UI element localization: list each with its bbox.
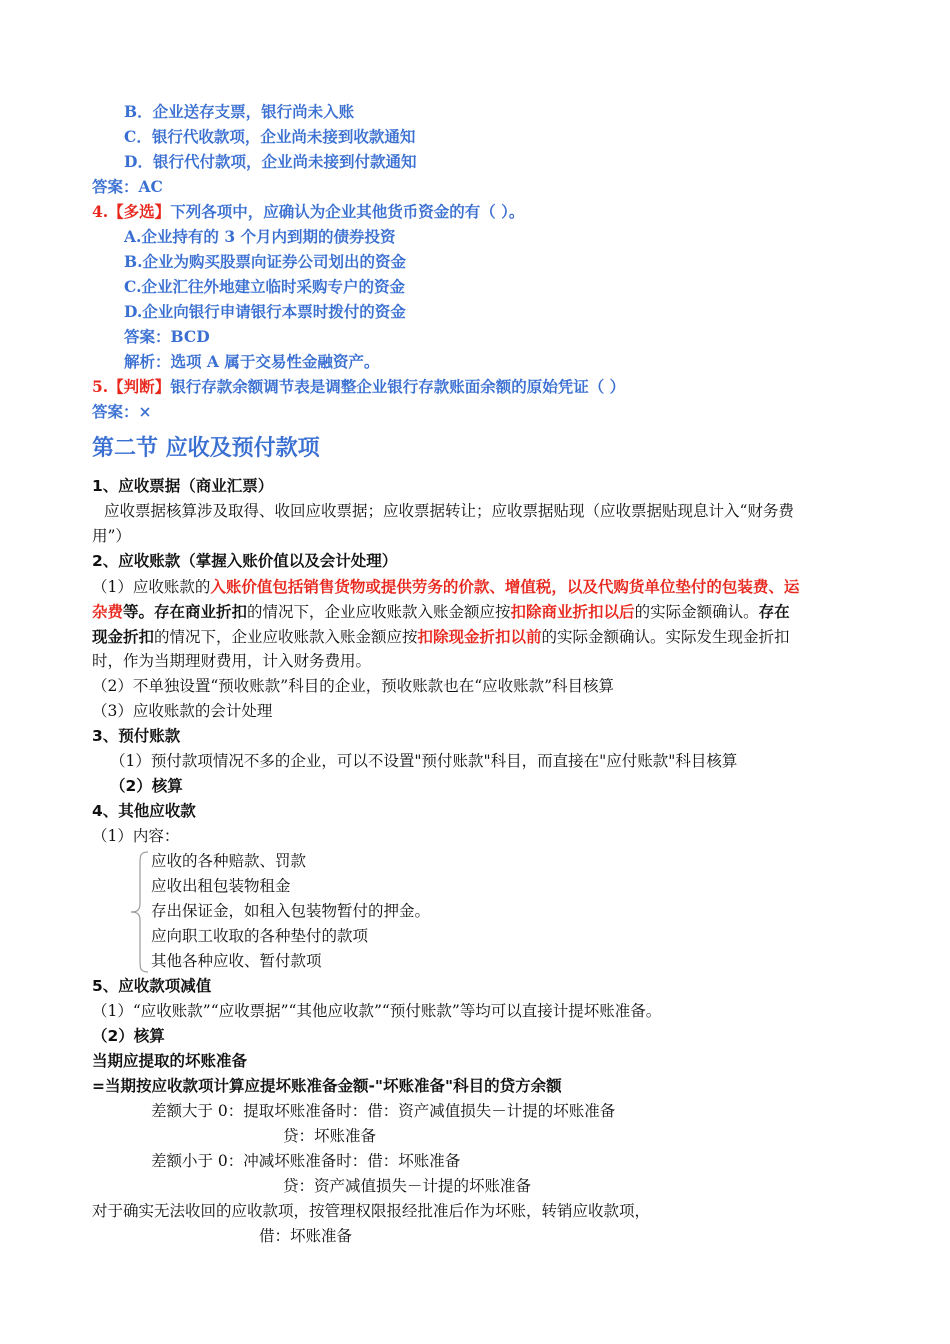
s5-formula-line2: =当期按应收款项计算应提坏账准备金额-"坏账准备"科目的贷方余额 — [92, 1077, 562, 1095]
q4-question-line — [92, 199, 524, 225]
q4-option-a: A.企业持有的 3 个月内到期的债券投资 — [124, 227, 396, 246]
s2-p1-text-e: 的实际金额确认。实际发生现金折扣 — [541, 628, 790, 646]
s2-p1-highlight-a: 入账价值包括销售货物或提供劳务的价款、增值税，以及代购货单位垫付的包装费、运 — [210, 577, 800, 596]
s3-p2: （2）核算 — [110, 777, 183, 795]
s4-item: 应收出租包装物租金 — [151, 877, 291, 895]
s4-item: 应收的各种赔款、罚款 — [151, 852, 307, 870]
s1-heading: 1、应收票据（商业汇票） — [92, 477, 274, 495]
q3-option-b: B．企业送存支票，银行尚未入账 — [124, 102, 355, 121]
s2-p1-line3 — [92, 624, 790, 650]
s5-case1-debit: 差额大于 0：提取坏账准备时：借：资产减值损失－计提的坏账准备 — [151, 1102, 616, 1120]
q4-option-b: B.企业为购买股票向证券公司划出的资金 — [124, 252, 406, 271]
s4-item: 存出保证金，如租入包装物暂付的押金。 — [151, 902, 431, 920]
s2-p1-bold-a: 等。存在商业折扣 — [123, 602, 248, 621]
s4-heading: 4、其他应收款 — [92, 802, 196, 820]
s2-p1-line4: 时，作为当期理财费用，计入财务费用。 — [92, 652, 372, 670]
s2-p2: （2）不单独设置“预收账款”科目的企业，预收账款也在“应收账款”科目核算 — [92, 677, 615, 695]
s2-p1-text-c: 的实际金额确认。 — [634, 603, 759, 621]
s4-item: 应向职工收取的各种垫付的款项 — [151, 927, 369, 945]
s5-heading: 5、应收款项减值 — [92, 977, 212, 995]
section-title: 第二节 应收及预付款项 — [92, 436, 320, 461]
q5-question-line — [92, 374, 625, 400]
s2-p3: （3）应收账款的会计处理 — [92, 702, 273, 720]
q5-answer: 答案：× — [92, 402, 152, 421]
s5-p1: （1）“应收账款”“应收票据”“其他应收款”“预付账款”等均可以直接计提坏账准备。 — [92, 1002, 662, 1020]
q3-option-c: C．银行代收款项，企业尚未接到收款通知 — [124, 127, 416, 146]
s2-p1-highlight-c: 扣除商业折扣以后 — [510, 602, 635, 621]
q4-option-d: D.企业向银行申请银行本票时拨付的资金 — [124, 302, 406, 321]
s2-p1-bold-b: 存在 — [758, 602, 790, 621]
s5-case2-credit: 贷：资产减值损失－计提的坏账准备 — [283, 1177, 532, 1195]
q4-option-c: C.企业汇往外地建立临时采购专户的资金 — [124, 277, 405, 296]
s2-p1-text-a: （1）应收账款的 — [92, 578, 211, 596]
s5-case1-credit: 贷：坏账准备 — [283, 1127, 377, 1145]
q3-answer: 答案：AC — [92, 177, 163, 196]
s5-case2-debit: 差额小于 0：冲减坏账准备时：借：坏账准备 — [151, 1152, 461, 1170]
s2-p1-bold-c: 现金折扣 — [92, 627, 155, 646]
s4-item: 其他各种应收、暂付款项 — [151, 952, 322, 970]
s5-writeoff: 对于确实无法收回的应收款项，按管理权限报经批准后作为坏账，转销应收款项， — [92, 1202, 651, 1220]
s2-p1-highlight-b: 杂费 — [92, 602, 124, 621]
q4-question: 下列各项中，应确认为企业其他货币资金的有（ ）。 — [170, 202, 525, 221]
curly-brace-icon — [128, 850, 150, 974]
s3-p1: （1）预付款项情况不多的企业，可以不设置"预付账款"科目，而直接在"应付账款"科目核算 — [110, 752, 738, 770]
s3-heading: 3、预付账款 — [92, 727, 181, 745]
q4-analysis: 解析：选项 A 属于交易性金融资产。 — [124, 352, 380, 371]
s5-p2: （2）核算 — [92, 1027, 165, 1045]
s1-paragraph-line1: 应收票据核算涉及取得、收回应收票据；应收票据转让；应收票据贴现（应收票据贴现息计入“财务费 — [104, 502, 794, 520]
s2-p1-line1 — [92, 574, 799, 600]
s2-p1-highlight-d: 扣除现金折扣以前 — [417, 627, 542, 646]
q4-tag: 4.【多选】 — [92, 202, 171, 221]
s5-writeoff-debit: 借：坏账准备 — [259, 1227, 353, 1245]
q4-answer: 答案：BCD — [124, 327, 210, 346]
q5-question: 银行存款余额调节表是调整企业银行存款账面余额的原始凭证（ ） — [170, 377, 626, 396]
s2-p1-text-b: 的情况下，企业应收账款入账金额应按 — [247, 603, 511, 621]
s1-paragraph-line2: 用”） — [92, 527, 131, 545]
s4-p1: （1）内容： — [92, 827, 180, 845]
s2-heading: 2、应收账款（掌握入账价值以及会计处理） — [92, 552, 398, 570]
q3-option-d: D．银行代付款项，企业尚未接到付款通知 — [124, 152, 417, 171]
s5-formula-line1: 当期应提取的坏账准备 — [92, 1052, 248, 1070]
s2-p1-line2 — [92, 599, 790, 625]
s2-p1-text-d: 的情况下，企业应收账款入账金额应按 — [154, 628, 418, 646]
q5-tag: 5.【判断】 — [92, 377, 171, 396]
